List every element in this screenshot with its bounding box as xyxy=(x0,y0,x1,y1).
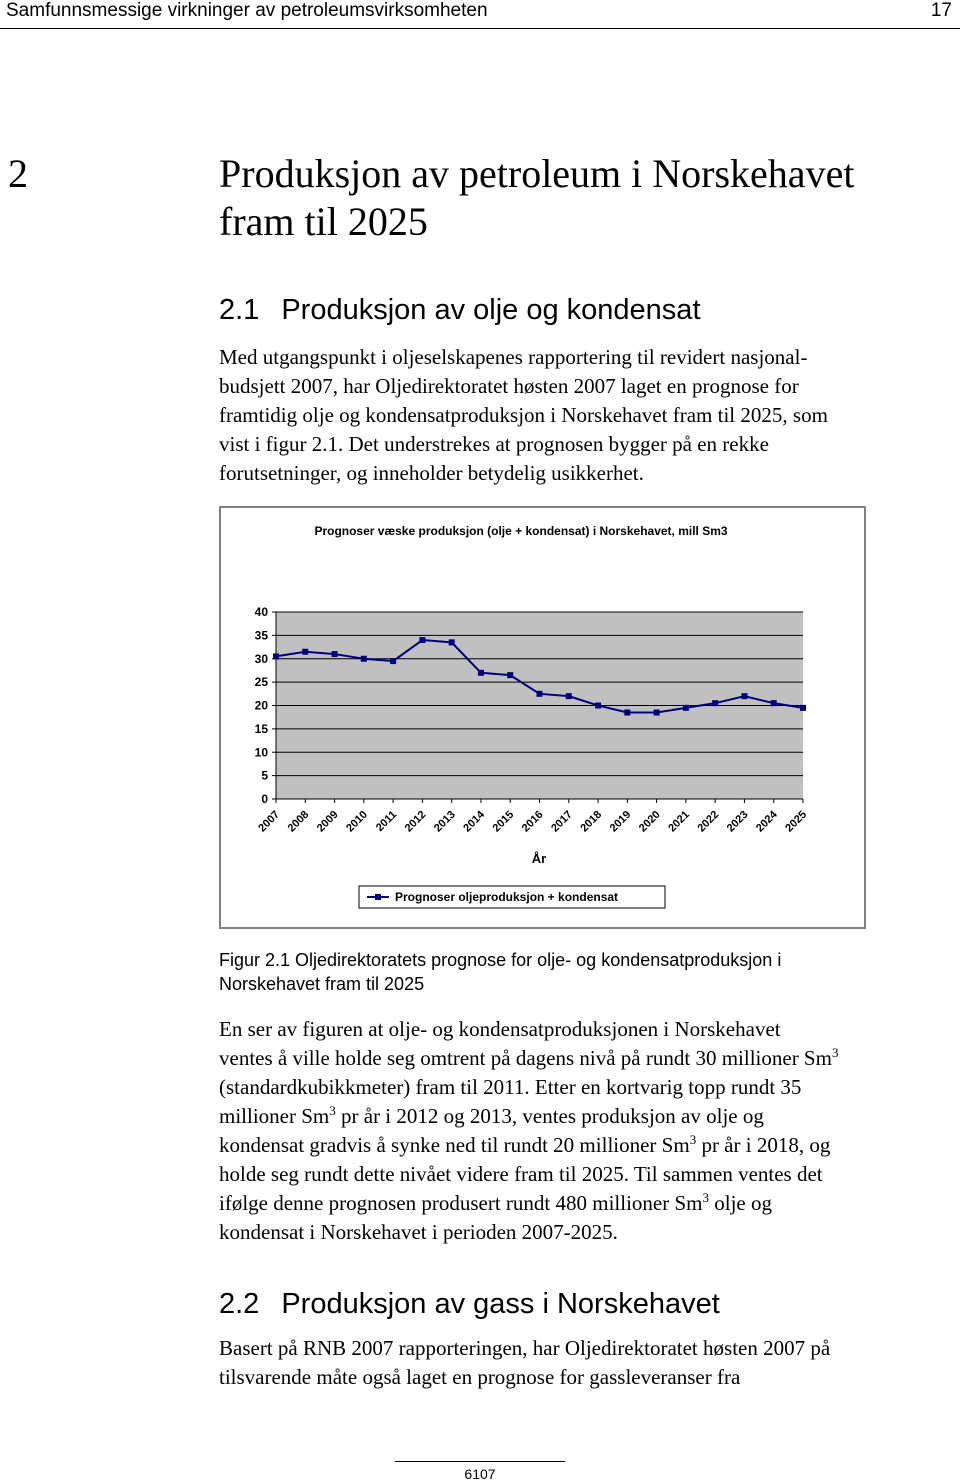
data-point xyxy=(419,637,425,643)
paragraph-line xyxy=(219,1189,954,1218)
production-line-chart xyxy=(221,508,864,927)
data-point xyxy=(537,691,543,697)
data-point xyxy=(800,705,806,711)
header-rule xyxy=(0,28,960,29)
paragraph-line xyxy=(219,1102,954,1131)
paragraph-line: Med utgangspunkt i oljeselskapenes rapportering til revidert nasjonal- xyxy=(219,345,808,369)
x-tick-label: 2008 xyxy=(285,808,312,835)
y-tick-label: 0 xyxy=(261,792,268,806)
paragraph-line: kondensat i Norskehavet i perioden 2007-2025. xyxy=(219,1220,618,1244)
data-point xyxy=(771,700,777,706)
paragraph-text: pr år i 2012 og 2013, ventes produksjon av olje og xyxy=(335,1104,764,1128)
figure-chart xyxy=(219,506,866,929)
data-point xyxy=(390,658,396,664)
footer-rule xyxy=(395,1461,565,1462)
x-tick-label: 2007 xyxy=(256,808,283,835)
y-tick-label: 40 xyxy=(254,605,268,619)
data-point xyxy=(273,653,279,659)
paragraph-line: framtidig olje og kondensatproduksjon i Norskehavet fram til 2025, som xyxy=(219,403,828,427)
data-point xyxy=(624,710,630,716)
superscript: 3 xyxy=(329,1103,336,1118)
y-tick-label: 35 xyxy=(254,628,268,643)
y-tick-label: 10 xyxy=(254,745,268,760)
section-title: Produksjon av olje og kondensat xyxy=(281,294,701,326)
y-tick-label: 20 xyxy=(254,698,268,713)
header-page-number: 17 xyxy=(930,0,952,21)
data-point xyxy=(507,672,513,678)
paragraph-line: (standardkubikkmeter) fram til 2011. Etter en kortvarig topp rundt 35 xyxy=(219,1075,802,1099)
x-tick-label: 2016 xyxy=(519,808,546,835)
x-tick-label: 2025 xyxy=(783,808,810,835)
analysis-paragraph xyxy=(219,1015,954,1247)
x-tick-label: 2015 xyxy=(490,808,517,835)
paragraph-text: ifølge denne prognosen produsert rundt 480 millioner Sm xyxy=(219,1191,703,1215)
x-tick-label: 2018 xyxy=(578,808,605,835)
data-point xyxy=(361,656,367,662)
paragraph-line xyxy=(219,1131,954,1160)
paragraph-line: holde seg rundt dette nivået videre fram til 2025. Til sammen ventes det xyxy=(219,1162,823,1186)
section-number: 2.1 xyxy=(219,294,260,326)
x-tick-label: 2013 xyxy=(431,808,458,835)
y-tick-label: 15 xyxy=(254,721,268,736)
x-tick-label: 2012 xyxy=(402,808,429,835)
data-point xyxy=(478,670,484,676)
superscript: 3 xyxy=(689,1132,697,1147)
data-point xyxy=(595,703,601,709)
section-title: Produksjon av gass i Norskehavet xyxy=(281,1288,720,1320)
section-heading-2-1 xyxy=(219,294,701,327)
x-tick-label: 2024 xyxy=(754,808,780,835)
chapter-title xyxy=(219,150,949,246)
footer-code: 6107 xyxy=(464,1466,496,1482)
data-point xyxy=(302,649,308,655)
y-tick-label: 30 xyxy=(254,651,268,666)
intro-paragraph xyxy=(219,343,954,488)
chart-title: Prognoser væske produksjon (olje + kondensat) i Norskehavet, mill Sm3 xyxy=(314,524,728,538)
data-point xyxy=(566,693,572,699)
data-point xyxy=(654,710,660,716)
figure-caption xyxy=(219,948,954,996)
paragraph-text: kondensat gradvis å synke ned til rundt 20 millioner Sm xyxy=(219,1133,690,1157)
paragraph-text: pr år i 2018, og xyxy=(696,1133,831,1157)
data-point xyxy=(332,651,338,657)
paragraph-line: tilsvarende måte også laget en prognose for gassleveranser fra xyxy=(219,1365,741,1389)
x-tick-label: 2021 xyxy=(666,808,693,835)
paragraph-line: En ser av figuren at olje- og kondensatproduksjonen i Norskehavet xyxy=(219,1017,781,1041)
legend-marker xyxy=(375,894,381,900)
chapter-number: 2 xyxy=(8,151,28,196)
paragraph-text: millioner Sm xyxy=(219,1104,330,1128)
x-tick-label: 2022 xyxy=(695,808,722,835)
chapter-title-line-2: fram til 2025 xyxy=(219,199,428,244)
data-point xyxy=(683,705,689,711)
x-tick-label: 2023 xyxy=(724,808,751,835)
data-point xyxy=(712,700,718,706)
section-number: 2.2 xyxy=(219,1288,260,1320)
x-tick-label: 2019 xyxy=(607,808,634,835)
superscript: 3 xyxy=(831,1045,839,1060)
y-tick-label: 25 xyxy=(254,675,268,690)
data-point xyxy=(741,693,747,699)
x-tick-label: 2017 xyxy=(549,808,575,835)
y-tick-label: 5 xyxy=(261,768,268,783)
x-axis-label: År xyxy=(531,851,547,866)
x-tick-label: 2020 xyxy=(636,808,663,835)
x-tick-label: 2011 xyxy=(373,808,400,835)
section-heading-2-2 xyxy=(219,1288,720,1321)
running-header-title: Samfunnsmessige virkninger av petroleumsvirksomheten xyxy=(6,0,488,21)
x-tick-label: 2009 xyxy=(314,808,341,835)
paragraph-text: olje og xyxy=(709,1191,773,1215)
caption-line: Figur 2.1 Oljedirektoratets prognose for olje- og kondensatproduksjon i xyxy=(219,950,782,970)
chapter-title-line-1: Produksjon av petroleum i Norskehavet xyxy=(219,151,855,196)
superscript: 3 xyxy=(702,1190,710,1205)
paragraph-line: vist i figur 2.1. Det understrekes at prognosen bygger på en rekke xyxy=(219,432,769,456)
paragraph-line: budsjett 2007, har Oljedirektoratet høsten 2007 laget en prognose for xyxy=(219,374,799,398)
x-tick-label: 2010 xyxy=(344,808,370,835)
paragraph-text: ventes å ville holde seg omtrent på dagens nivå på rundt 30 millioner Sm xyxy=(219,1046,832,1070)
caption-line: Norskehavet fram til 2025 xyxy=(219,974,425,994)
gas-paragraph xyxy=(219,1334,954,1392)
legend-label: Prognoser oljeproduksjon + kondensat xyxy=(395,890,619,904)
x-tick-label: 2014 xyxy=(461,808,488,835)
paragraph-line: Basert på RNB 2007 rapporteringen, har Oljedirektoratet høsten 2007 på xyxy=(219,1336,831,1360)
paragraph-line: forutsetninger, og inneholder betydelig usikkerhet. xyxy=(219,461,644,485)
data-point xyxy=(449,639,455,645)
paragraph-line xyxy=(219,1044,954,1073)
